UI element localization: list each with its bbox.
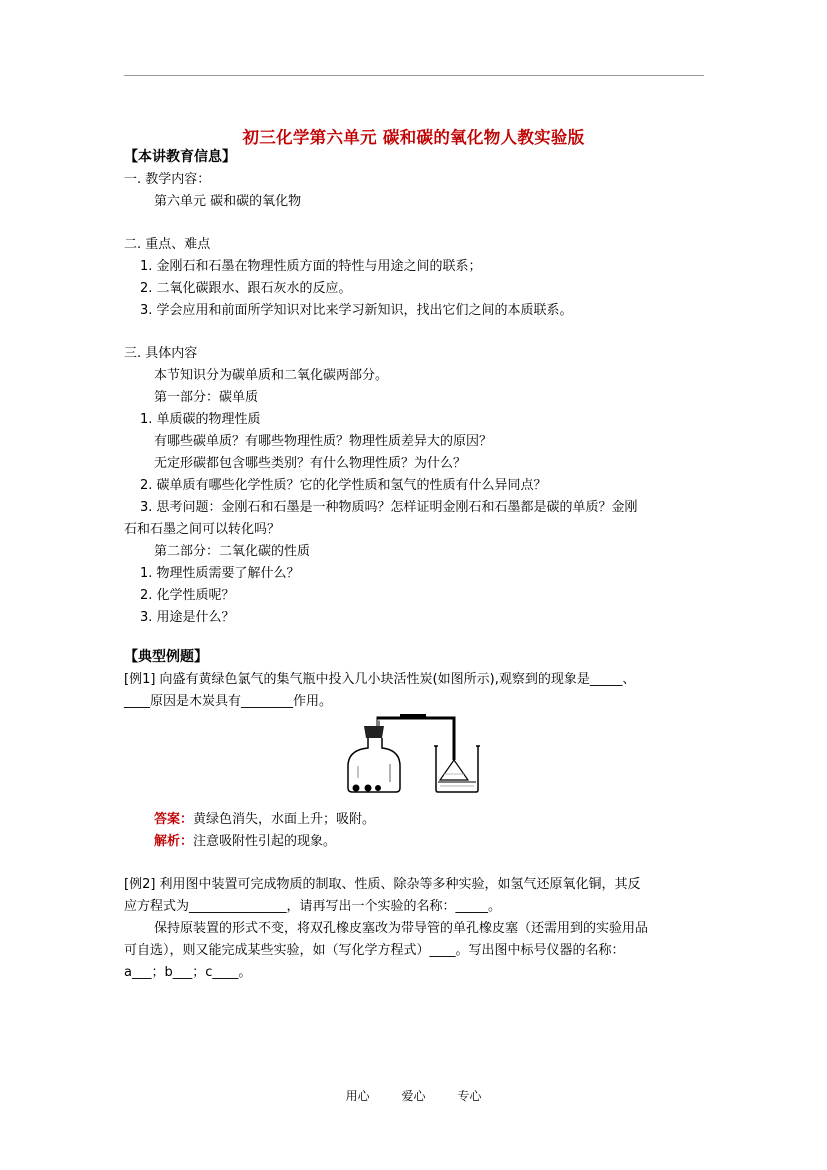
- example2-text: 应方程式为_______________，请再写出一个实验的名称：_____。: [124, 899, 502, 914]
- part2-item: 1. 物理性质需要了解什么？: [140, 566, 300, 581]
- key-point-item: 3. 学会应用和前面所学知识对比来学习新知识，找出它们之间的本质联系。: [140, 303, 573, 318]
- footer-text: 专心: [457, 1089, 482, 1103]
- gas-bottle-beaker-apparatus-icon: [340, 708, 486, 794]
- example1-text: ____原因是木炭具有________作用。: [124, 694, 333, 709]
- answer-text: 黄绿色消失，水面上升；吸附。: [193, 812, 376, 827]
- header-rule: [124, 75, 704, 76]
- part2-item: 2. 化学性质呢？: [140, 588, 235, 603]
- answer-label: 答案：: [154, 812, 194, 827]
- footer-text: 爱心: [401, 1089, 426, 1103]
- part1-item: 1. 单质碳的物理性质: [140, 412, 261, 427]
- section-heading-info: 【本讲教育信息】: [124, 149, 236, 165]
- footer-text: 用心: [345, 1089, 370, 1103]
- key-points-heading: 二. 重点、难点: [124, 237, 211, 252]
- key-point-item: 2. 二氧化碳跟水、跟石灰水的反应。: [140, 281, 352, 296]
- example2-text: [例2] 利用图中装置可完成物质的制取、性质、除杂等多种实验，如氢气还原氧化铜，其反: [124, 877, 641, 892]
- analysis-text: 注意吸附性引起的现象。: [193, 834, 337, 849]
- page-footer: [0, 1087, 827, 1104]
- part1-heading: 第一部分：碳单质: [154, 390, 259, 405]
- part1-question: 有哪些碳单质？有哪些物理性质？物理性质差异大的原因？: [154, 434, 493, 449]
- teaching-heading: 一. 教学内容：: [124, 172, 211, 187]
- analysis-label: 解析：: [154, 834, 194, 849]
- part1-question: 无定形碳都包含哪些类别？有什么物理性质？为什么？: [154, 456, 467, 471]
- part2-item: 3. 用途是什么？: [140, 610, 235, 625]
- example1-text: [例1] 向盛有黄绿色氯气的集气瓶中投入几小块活性炭(如图所示),观察到的现象是_____、: [124, 672, 636, 687]
- key-point-item: 1. 金刚石和石墨在物理性质方面的特性与用途之间的联系；: [140, 259, 482, 274]
- part1-item: 3. 思考问题：金刚石和石墨是一种物质吗？怎样证明金刚石和石墨都是碳的单质？金刚: [140, 500, 638, 515]
- example2-text: 保持原装置的形式不变，将双孔橡皮塞改为带导管的单孔橡皮塞（还需用到的实验用品: [154, 921, 649, 936]
- page-title: 初三化学第六单元 碳和碳的氧化物人教实验版: [242, 128, 585, 147]
- example1-analysis: [154, 833, 336, 851]
- details-intro: 本节知识分为碳单质和二氧化碳两部分。: [154, 368, 389, 383]
- section-heading-examples: 【典型例题】: [124, 649, 208, 665]
- apparatus-figure: [340, 708, 486, 798]
- part1-item: 2. 碳单质有哪些化学性质？它的化学性质和氢气的性质有什么异同点？: [140, 478, 547, 493]
- teaching-content: 第六单元 碳和碳的氧化物: [154, 194, 302, 209]
- example1-answer: [154, 811, 375, 829]
- part1-item-cont: 石和石墨之间可以转化吗？: [124, 522, 281, 537]
- part2-heading: 第二部分：二氧化碳的性质: [154, 544, 311, 559]
- details-heading: 三. 具体内容: [124, 346, 198, 361]
- example2-text: a___；b___；c____。: [124, 965, 252, 980]
- example2-text: 可自选），则又能完成某些实验，如（写化学方程式）____。写出图中标号仪器的名称：: [124, 943, 625, 958]
